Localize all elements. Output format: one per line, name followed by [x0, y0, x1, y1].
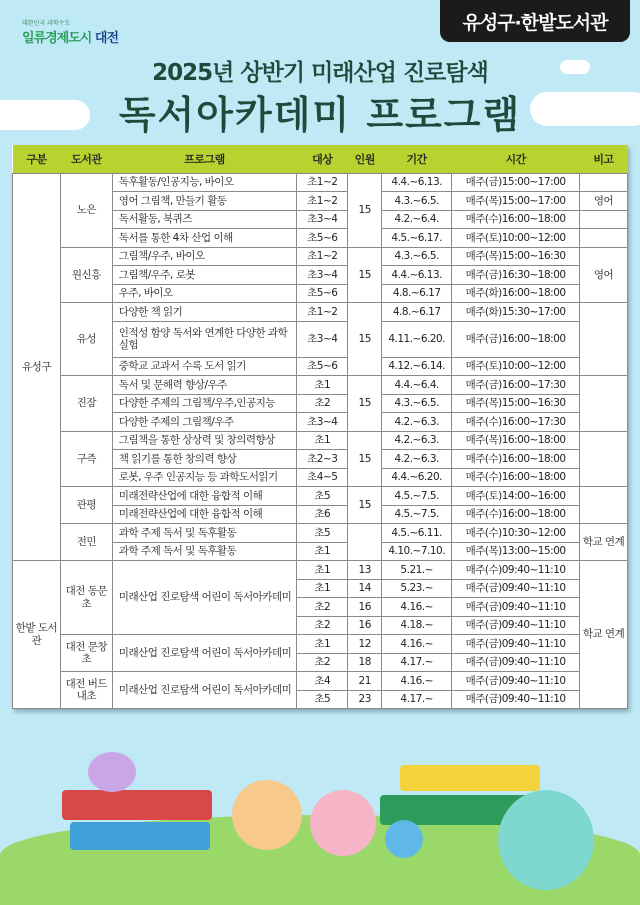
period-cell: 4.10.~7.10. [382, 542, 452, 561]
character-illustration [498, 790, 594, 890]
table-row [13, 431, 628, 450]
character-illustration [88, 752, 136, 792]
note-cell [580, 210, 628, 229]
program-table [12, 145, 628, 709]
capacity-cell: 16 [348, 616, 382, 635]
capacity-cell: 15 [348, 303, 382, 376]
book-stack-illustration [62, 790, 212, 820]
city-logo [22, 18, 118, 46]
target-cell: 초1 [297, 561, 348, 580]
table-row [13, 635, 628, 654]
table-row [13, 303, 628, 322]
target-cell: 초5 [297, 524, 348, 543]
logo-city: 대전 [94, 31, 119, 46]
period-cell: 4.11.~6.20. [382, 321, 452, 357]
table-row [13, 376, 628, 395]
location-badge: 유성구·한밭도서관 [440, 0, 630, 42]
period-cell: 4.18.~ [382, 616, 452, 635]
character-illustration [385, 820, 423, 858]
time-cell: 매주(금)09:40~11:10 [452, 579, 580, 598]
time-cell: 매주(토)14:00~16:00 [452, 487, 580, 506]
period-cell: 4.4.~6.4. [382, 376, 452, 395]
target-cell: 초4 [297, 672, 348, 691]
period-cell: 4.2.~6.3. [382, 413, 452, 432]
capacity-cell: 18 [348, 653, 382, 672]
time-cell: 매주(수)16:00~17:30 [452, 413, 580, 432]
time-cell: 매주(수)16:00~18:00 [452, 468, 580, 487]
time-cell: 매주(토)10:00~12:00 [452, 357, 580, 376]
period-cell: 4.2.~6.3. [382, 431, 452, 450]
period-cell: 4.2.~6.4. [382, 210, 452, 229]
period-cell: 4.8.~6.17 [382, 303, 452, 322]
note-cell [580, 303, 628, 376]
period-cell: 4.16.~ [382, 635, 452, 654]
time-cell: 매주(금)16:00~17:30 [452, 376, 580, 395]
library-cell: 대전 버드내초 [60, 672, 112, 709]
note-cell: 학교 연계 [580, 524, 628, 561]
district-cell: 유성구 [13, 173, 61, 561]
program-cell: 미래산업 진로탐색 어린이 독서아카데미 [112, 672, 297, 709]
time-cell: 매주(금)09:40~11:10 [452, 690, 580, 709]
period-cell: 4.3.~6.5. [382, 192, 452, 211]
table-header-row [13, 145, 628, 173]
time-cell: 매주(수)16:00~18:00 [452, 505, 580, 524]
table-row [13, 487, 628, 506]
library-cell: 전민 [60, 524, 112, 561]
period-cell: 4.12.~6.14. [382, 357, 452, 376]
time-cell: 매주(목)15:00~16:30 [452, 247, 580, 266]
target-cell: 초2~3 [297, 450, 348, 469]
time-cell: 매주(수)10:30~12:00 [452, 524, 580, 543]
logo-main: 일류경제도시 [22, 31, 92, 46]
period-cell: 4.2.~6.3. [382, 450, 452, 469]
target-cell: 초3~4 [297, 413, 348, 432]
book-stack-illustration [400, 765, 540, 791]
library-cell: 노은 [60, 173, 112, 247]
period-cell: 5.21.~ [382, 561, 452, 580]
program-cell: 다양한 책 읽기 [112, 303, 297, 322]
program-cell: 인적성 함양 독서와 연계한 다양한 과학실험 [112, 321, 297, 357]
target-cell: 초5~6 [297, 284, 348, 303]
capacity-cell: 14 [348, 579, 382, 598]
period-cell: 4.5.~7.5. [382, 487, 452, 506]
period-cell: 4.8.~6.17 [382, 284, 452, 303]
target-cell: 초4~5 [297, 468, 348, 487]
program-cell: 독서 및 문해력 향상/우주 [112, 376, 297, 395]
note-cell [580, 229, 628, 248]
capacity-cell: 15 [348, 247, 382, 303]
capacity-cell: 15 [348, 376, 382, 432]
capacity-cell: 15 [348, 431, 382, 487]
time-cell: 매주(금)09:40~11:10 [452, 672, 580, 691]
program-cell: 미래산업 진로탐색 어린이 독서아카데미 [112, 635, 297, 672]
period-cell: 5.23.~ [382, 579, 452, 598]
time-cell: 매주(수)09:40~11:10 [452, 561, 580, 580]
target-cell: 초1 [297, 579, 348, 598]
library-cell: 대전 동문초 [60, 561, 112, 635]
period-cell: 4.3.~6.5. [382, 394, 452, 413]
time-cell: 매주(금)09:40~11:10 [452, 598, 580, 617]
program-cell: 다양한 주제의 그림책/우주,인공지능 [112, 394, 297, 413]
period-cell: 4.16.~ [382, 598, 452, 617]
program-cell: 그림책/우주, 로봇 [112, 266, 297, 285]
target-cell: 초2 [297, 598, 348, 617]
period-cell: 4.3.~6.5. [382, 247, 452, 266]
target-cell: 초1 [297, 635, 348, 654]
note-cell: 영어 [580, 192, 628, 211]
target-cell: 초5 [297, 487, 348, 506]
capacity-cell: 12 [348, 635, 382, 654]
note-cell: 영어 [580, 247, 628, 303]
district-cell: 한밭 도서관 [13, 561, 61, 709]
time-cell: 매주(화)16:00~18:00 [452, 284, 580, 303]
library-cell: 진잠 [60, 376, 112, 432]
target-cell: 초5~6 [297, 229, 348, 248]
program-cell: 그림책/우주, 바이오 [112, 247, 297, 266]
capacity-cell: 15 [348, 487, 382, 524]
time-cell: 매주(목)15:00~16:30 [452, 394, 580, 413]
target-cell: 초5 [297, 690, 348, 709]
target-cell: 초1~2 [297, 247, 348, 266]
time-cell: 매주(토)10:00~12:00 [452, 229, 580, 248]
target-cell: 초6 [297, 505, 348, 524]
time-cell: 매주(목)13:00~15:00 [452, 542, 580, 561]
time-cell: 매주(목)16:00~18:00 [452, 431, 580, 450]
table-row [13, 561, 628, 580]
period-cell: 4.5.~7.5. [382, 505, 452, 524]
table-row [13, 672, 628, 691]
column-header: 대상 [297, 145, 348, 173]
time-cell: 매주(금)09:40~11:10 [452, 616, 580, 635]
target-cell: 초2 [297, 394, 348, 413]
program-cell: 미래산업 진로탐색 어린이 독서아카데미 [112, 561, 297, 635]
page-title: 독서아카데미 프로그램 [118, 93, 522, 137]
program-cell: 과학 주제 독서 및 독후활동 [112, 542, 297, 561]
time-cell: 매주(금)09:40~11:10 [452, 635, 580, 654]
time-cell: 매주(금)16:30~18:00 [452, 266, 580, 285]
target-cell: 초5~6 [297, 357, 348, 376]
capacity-cell: 23 [348, 690, 382, 709]
program-cell: 우주, 바이오 [112, 284, 297, 303]
target-cell: 초3~4 [297, 210, 348, 229]
time-cell: 매주(수)16:00~18:00 [452, 450, 580, 469]
note-cell [580, 173, 628, 192]
program-cell: 미래전략산업에 대한 융합적 이해 [112, 505, 297, 524]
column-header: 기간 [382, 145, 452, 173]
target-cell: 초2 [297, 616, 348, 635]
library-cell: 관평 [60, 487, 112, 524]
program-cell: 중학교 교과서 수록 도서 읽기 [112, 357, 297, 376]
table-row [13, 247, 628, 266]
library-cell: 구즉 [60, 431, 112, 487]
library-cell: 대전 문창초 [60, 635, 112, 672]
target-cell: 초1~2 [297, 173, 348, 192]
table-row [13, 524, 628, 543]
target-cell: 초1 [297, 542, 348, 561]
program-cell: 독서를 통한 4차 산업 이해 [112, 229, 297, 248]
target-cell: 초1~2 [297, 192, 348, 211]
target-cell: 초2 [297, 653, 348, 672]
book-stack-illustration [70, 822, 210, 850]
note-cell: 학교 연계 [580, 561, 628, 709]
column-header: 인원 [348, 145, 382, 173]
period-cell: 4.17.~ [382, 653, 452, 672]
target-cell: 초1 [297, 431, 348, 450]
column-header: 구분 [13, 145, 61, 173]
time-cell: 매주(금)09:40~11:10 [452, 653, 580, 672]
time-cell: 매주(화)15:30~17:00 [452, 303, 580, 322]
time-cell: 매주(수)16:00~18:00 [452, 210, 580, 229]
capacity-cell: 21 [348, 672, 382, 691]
note-cell [580, 376, 628, 432]
period-cell: 4.5.~6.17. [382, 229, 452, 248]
column-header: 비고 [580, 145, 628, 173]
target-cell: 초1~2 [297, 303, 348, 322]
period-cell: 4.4.~6.20. [382, 468, 452, 487]
program-cell: 미래전략산업에 대한 융합적 이해 [112, 487, 297, 506]
target-cell: 초1 [297, 376, 348, 395]
table-row [13, 173, 628, 192]
program-cell: 과학 주제 독서 및 독후활동 [112, 524, 297, 543]
library-cell: 유성 [60, 303, 112, 376]
page-subtitle: 2025년 상반기 미래산업 진로탐색 [152, 60, 488, 86]
capacity-cell [348, 524, 382, 561]
logo-subtitle: 대한민국 과학수도 [22, 20, 71, 27]
time-cell: 매주(금)15:00~17:00 [452, 173, 580, 192]
program-cell: 다양한 주제의 그림책/우주 [112, 413, 297, 432]
capacity-cell: 15 [348, 173, 382, 247]
period-cell: 4.16.~ [382, 672, 452, 691]
note-cell [580, 487, 628, 524]
capacity-cell: 16 [348, 598, 382, 617]
character-illustration [310, 790, 376, 856]
program-cell: 로봇, 우주 인공지능 등 과학도서읽기 [112, 468, 297, 487]
period-cell: 4.17.~ [382, 690, 452, 709]
program-cell: 책 읽기를 통한 창의력 향상 [112, 450, 297, 469]
time-cell: 매주(목)15:00~17:00 [452, 192, 580, 211]
program-cell: 영어 그림책, 만들기 활동 [112, 192, 297, 211]
program-cell: 독후활동/인공지능, 바이오 [112, 173, 297, 192]
time-cell: 매주(금)16:00~18:00 [452, 321, 580, 357]
column-header: 도서관 [60, 145, 112, 173]
target-cell: 초3~4 [297, 321, 348, 357]
program-cell: 독서활동, 북퀴즈 [112, 210, 297, 229]
note-cell [580, 431, 628, 487]
period-cell: 4.5.~6.11. [382, 524, 452, 543]
column-header: 시간 [452, 145, 580, 173]
capacity-cell: 13 [348, 561, 382, 580]
period-cell: 4.4.~6.13. [382, 173, 452, 192]
target-cell: 초3~4 [297, 266, 348, 285]
period-cell: 4.4.~6.13. [382, 266, 452, 285]
character-illustration [232, 780, 302, 850]
program-cell: 그림책을 통한 상상력 및 창의력향상 [112, 431, 297, 450]
column-header: 프로그램 [112, 145, 297, 173]
library-cell: 원신흥 [60, 247, 112, 303]
